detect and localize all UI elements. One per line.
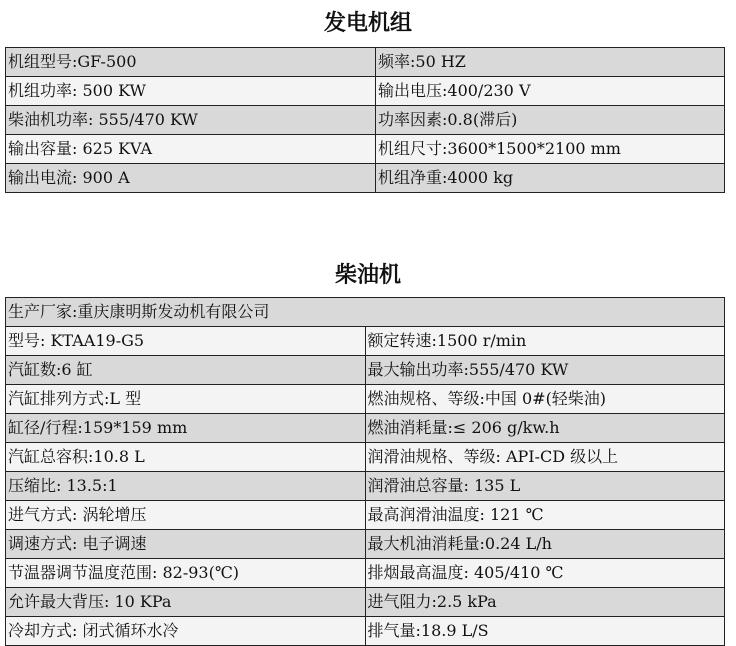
- table-row: [6, 48, 725, 77]
- table-row: [6, 530, 725, 559]
- table-cell: 排烟最高温度: 405/410 ℃: [365, 559, 725, 588]
- table-row: [6, 327, 725, 356]
- engine-title: 柴油机: [334, 262, 401, 288]
- table-cell: 最大输出功率:555/470 KW: [365, 356, 725, 385]
- table-cell: 燃油规格、等级:中国 0#(轻柴油): [365, 385, 725, 414]
- table-cell: 机组尺寸:3600*1500*2100 mm: [376, 135, 725, 164]
- table-cell: 额定转速:1500 r/min: [365, 327, 725, 356]
- table-row: [6, 135, 725, 164]
- table-row: [6, 164, 725, 193]
- table-row: [6, 385, 725, 414]
- manufacturer-cell: 生产厂家:重庆康明斯发动机有限公司: [6, 298, 725, 327]
- table-row: [6, 588, 725, 617]
- table-cell: 汽缸排列方式:L 型: [6, 385, 366, 414]
- table-row: [6, 356, 725, 385]
- table-cell: 汽缸总容积:10.8 L: [6, 443, 366, 472]
- table-row: [6, 414, 725, 443]
- table-cell: 机组型号:GF-500: [6, 48, 376, 77]
- table-cell: 压缩比: 13.5:1: [6, 472, 366, 501]
- table-row: [6, 472, 725, 501]
- table-cell: 节温器调节温度范围: 82-93(℃): [6, 559, 366, 588]
- table-cell: 燃油消耗量:≤ 206 g/kw.h: [365, 414, 725, 443]
- table-cell: 机组净重:4000 kg: [376, 164, 725, 193]
- table-cell: 调速方式: 电子调速: [6, 530, 366, 559]
- table-cell: 柴油机功率: 555/470 KW: [6, 106, 376, 135]
- table-row: [6, 617, 725, 646]
- table-cell: 缸径/行程:159*159 mm: [6, 414, 366, 443]
- table-row: [6, 77, 725, 106]
- table-row: [6, 501, 725, 530]
- table-cell: 允许最大背压: 10 KPa: [6, 588, 366, 617]
- table-cell: 输出电压:400/230 V: [376, 77, 725, 106]
- table-cell: 最高润滑油温度: 121 ℃: [365, 501, 725, 530]
- table-cell: 润滑油总容量: 135 L: [365, 472, 725, 501]
- table-cell: 输出容量: 625 KVA: [6, 135, 376, 164]
- genset-spec-table: [5, 47, 725, 193]
- table-cell: 润滑油规格、等级: API-CD 级以上: [365, 443, 725, 472]
- table-cell: 频率:50 HZ: [376, 48, 725, 77]
- table-cell: 输出电流: 900 A: [6, 164, 376, 193]
- table-cell: 进气方式: 涡轮增压: [6, 501, 366, 530]
- table-row: [6, 298, 725, 327]
- table-cell: 型号: KTAA19-G5: [6, 327, 366, 356]
- table-row: [6, 559, 725, 588]
- table-cell: 最大机油消耗量:0.24 L/h: [365, 530, 725, 559]
- engine-spec-table: [5, 297, 725, 646]
- genset-title: 发电机组: [323, 10, 412, 36]
- table-row: [6, 443, 725, 472]
- table-cell: 汽缸数:6 缸: [6, 356, 366, 385]
- table-row: [6, 106, 725, 135]
- table-cell: 进气阻力:2.5 kPa: [365, 588, 725, 617]
- table-cell: 冷却方式: 闭式循环水冷: [6, 617, 366, 646]
- table-cell: 功率因素:0.8(滞后): [376, 106, 725, 135]
- table-cell: 排气量:18.9 L/S: [365, 617, 725, 646]
- table-cell: 机组功率: 500 KW: [6, 77, 376, 106]
